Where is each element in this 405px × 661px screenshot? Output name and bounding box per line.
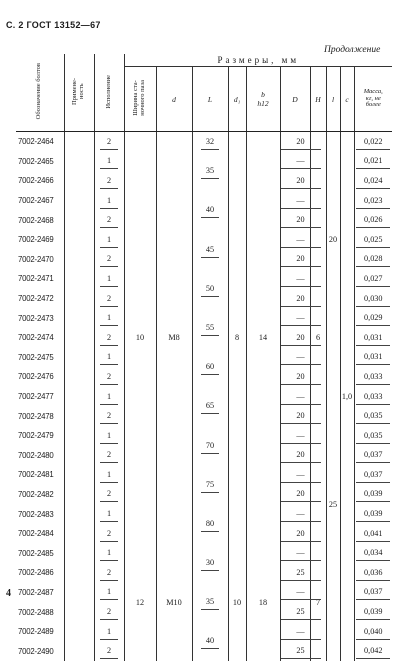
cell-designation: 7002-2477 (16, 387, 64, 407)
cell-version: 1 (94, 387, 124, 407)
cell-L: 50 (192, 269, 228, 308)
cell-L: 55 (192, 308, 228, 347)
cell-designation: 7002-2484 (16, 524, 64, 544)
cell-applicability (64, 210, 94, 230)
cell-designation: 7002-2465 (16, 152, 64, 172)
cell-applicability (64, 602, 94, 622)
cell-version: 1 (94, 191, 124, 211)
cell-version: 2 (94, 485, 124, 505)
cell-applicability (64, 367, 94, 387)
cell-version: 2 (94, 250, 124, 270)
cell-D: — (280, 230, 310, 250)
cell-designation: 7002-2470 (16, 250, 64, 270)
cell-D: 20 (280, 406, 310, 426)
page-number: 4 (6, 588, 11, 599)
cell-mass: 0,033 (354, 367, 392, 387)
cell-version: 1 (94, 426, 124, 446)
cell-designation: 7002-2464 (16, 132, 64, 152)
cell-applicability (64, 269, 94, 289)
cell-version: 1 (94, 269, 124, 289)
cell-applicability (64, 171, 94, 191)
cell-version: 2 (94, 210, 124, 230)
cell-designation: 7002-2481 (16, 465, 64, 485)
cell-d1: 10 (228, 543, 246, 661)
cell-designation: 7002-2485 (16, 543, 64, 563)
cell-D: — (280, 191, 310, 211)
cell-mass: 0,026 (354, 210, 392, 230)
cell-L: 40 (192, 622, 228, 661)
cell-designation: 7002-2469 (16, 230, 64, 250)
cell-D: 20 (280, 367, 310, 387)
cell-applicability (64, 524, 94, 544)
cell-D: 20 (280, 485, 310, 505)
cell-L: 60 (192, 348, 228, 387)
cell-applicability (64, 543, 94, 563)
cell-mass: 0,039 (354, 602, 392, 622)
cell-designation: 7002-2486 (16, 563, 64, 583)
cell-mass: 0,035 (354, 426, 392, 446)
cell-applicability (64, 563, 94, 583)
cell-designation: 7002-2490 (16, 641, 64, 661)
cell-version: 2 (94, 289, 124, 309)
cell-mass: 0,039 (354, 504, 392, 524)
cell-D: 25 (280, 641, 310, 661)
cell-mass: 0,029 (354, 308, 392, 328)
bolt-dimensions-table (16, 54, 392, 661)
cell-D: — (280, 543, 310, 563)
cell-designation: 7002-2468 (16, 210, 64, 230)
cell-L: 75 (192, 465, 228, 504)
cell-mass: 0,027 (354, 269, 392, 289)
cell-mass: 0,030 (354, 289, 392, 309)
cell-d: M10 (156, 543, 192, 661)
cell-version: 2 (94, 132, 124, 152)
hdr-H: H (310, 67, 326, 132)
cell-L: 32 (192, 132, 228, 152)
cell-version: 2 (94, 524, 124, 544)
cell-D: 25 (280, 563, 310, 583)
cell-designation: 7002-2467 (16, 191, 64, 211)
cell-applicability (64, 387, 94, 407)
cell-D: 20 (280, 210, 310, 230)
cell-designation: 7002-2471 (16, 269, 64, 289)
cell-mass: 0,039 (354, 485, 392, 505)
cell-applicability (64, 348, 94, 368)
cell-applicability (64, 406, 94, 426)
cell-H: 6 (310, 132, 326, 544)
cell-b: 14 (246, 132, 280, 544)
cell-version: 2 (94, 446, 124, 466)
table-row (16, 132, 392, 152)
hdr-d: d (156, 67, 192, 132)
cell-designation: 7002-2479 (16, 426, 64, 446)
cell-l: 20 (326, 132, 340, 348)
hdr-d1: d₁ (228, 67, 246, 132)
cell-designation: 7002-2473 (16, 308, 64, 328)
hdr-b: b h12 (246, 67, 280, 132)
cell-applicability (64, 132, 94, 152)
cell-D: 20 (280, 446, 310, 466)
cell-applicability (64, 250, 94, 270)
cell-version: 2 (94, 602, 124, 622)
cell-L: 40 (192, 191, 228, 230)
cell-mass: 0,031 (354, 328, 392, 348)
hdr-version: Исполнение (94, 54, 124, 132)
cell-mass: 0,021 (354, 152, 392, 172)
cell-d: M8 (156, 132, 192, 544)
continuation-label: Продолжение (324, 45, 380, 55)
cell-L: 35 (192, 152, 228, 191)
cell-designation: 7002-2487 (16, 583, 64, 603)
hdr-D: D (280, 67, 310, 132)
hdr-mass: Масса, кг, не более (354, 67, 392, 132)
cell-mass: 0,035 (354, 406, 392, 426)
cell-slot-width: 12 (124, 543, 156, 661)
cell-mass: 0,034 (354, 543, 392, 563)
cell-L: 35 (192, 583, 228, 622)
cell-version: 1 (94, 465, 124, 485)
cell-mass: 0,028 (354, 250, 392, 270)
cell-applicability (64, 191, 94, 211)
cell-designation: 7002-2480 (16, 446, 64, 466)
cell-applicability (64, 230, 94, 250)
cell-applicability (64, 308, 94, 328)
hdr-l: l (326, 67, 340, 132)
cell-mass: 0,037 (354, 446, 392, 466)
cell-applicability (64, 641, 94, 661)
cell-mass: 0,041 (354, 524, 392, 544)
cell-L: 65 (192, 387, 228, 426)
cell-version: 1 (94, 543, 124, 563)
cell-version: 2 (94, 367, 124, 387)
cell-version: 2 (94, 171, 124, 191)
cell-applicability (64, 152, 94, 172)
hdr-designation: Обозначение болтов (16, 54, 64, 132)
cell-version: 1 (94, 622, 124, 642)
cell-designation: 7002-2488 (16, 602, 64, 622)
cell-version: 1 (94, 583, 124, 603)
cell-applicability (64, 289, 94, 309)
cell-version: 2 (94, 328, 124, 348)
hdr-c: c (340, 67, 354, 132)
cell-mass: 0,025 (354, 230, 392, 250)
cell-mass: 0,037 (354, 465, 392, 485)
cell-applicability (64, 446, 94, 466)
cell-D: — (280, 152, 310, 172)
cell-designation: 7002-2472 (16, 289, 64, 309)
cell-designation: 7002-2476 (16, 367, 64, 387)
cell-designation: 7002-2489 (16, 622, 64, 642)
cell-d1: 8 (228, 132, 246, 544)
cell-version: 2 (94, 406, 124, 426)
table-row (16, 348, 392, 368)
cell-D: — (280, 308, 310, 328)
cell-version: 1 (94, 152, 124, 172)
hdr-L: L (192, 67, 228, 132)
cell-D: — (280, 504, 310, 524)
cell-D: 20 (280, 524, 310, 544)
cell-version: 1 (94, 230, 124, 250)
cell-slot-width: 10 (124, 132, 156, 544)
cell-designation: 7002-2474 (16, 328, 64, 348)
hdr-slot-width: Ширина ста- ночного паза (124, 67, 156, 132)
cell-D: 20 (280, 328, 310, 348)
cell-L: 45 (192, 230, 228, 269)
cell-D: — (280, 465, 310, 485)
cell-designation: 7002-2466 (16, 171, 64, 191)
cell-version: 1 (94, 504, 124, 524)
page-header: С. 2 ГОСТ 13152—67 (6, 20, 101, 30)
cell-mass: 0,042 (354, 641, 392, 661)
hdr-sizes-group: Размеры, мм (124, 54, 392, 67)
cell-version: 1 (94, 348, 124, 368)
cell-applicability (64, 622, 94, 642)
hdr-applicability: Примене- ность (64, 54, 94, 132)
cell-D: 25 (280, 602, 310, 622)
cell-D: — (280, 583, 310, 603)
cell-mass: 0,037 (354, 583, 392, 603)
cell-D: — (280, 269, 310, 289)
cell-mass: 0,031 (354, 348, 392, 368)
cell-designation: 7002-2478 (16, 406, 64, 426)
cell-c: 1,0 (340, 132, 354, 661)
cell-D: 20 (280, 132, 310, 152)
cell-designation: 7002-2482 (16, 485, 64, 505)
cell-applicability (64, 504, 94, 524)
cell-D: — (280, 622, 310, 642)
cell-D: — (280, 387, 310, 407)
cell-D: — (280, 348, 310, 368)
cell-applicability (64, 485, 94, 505)
cell-D: 20 (280, 171, 310, 191)
cell-L: 30 (192, 543, 228, 582)
cell-applicability (64, 465, 94, 485)
cell-H: 7 (310, 543, 326, 661)
cell-version: 1 (94, 308, 124, 328)
cell-mass: 0,024 (354, 171, 392, 191)
cell-D: 20 (280, 250, 310, 270)
cell-applicability (64, 328, 94, 348)
cell-applicability (64, 583, 94, 603)
cell-version: 2 (94, 641, 124, 661)
cell-l: 25 (326, 348, 340, 661)
cell-b: 18 (246, 543, 280, 661)
cell-version: 2 (94, 563, 124, 583)
cell-mass: 0,040 (354, 622, 392, 642)
cell-L: 80 (192, 504, 228, 543)
cell-mass: 0,033 (354, 387, 392, 407)
cell-designation: 7002-2483 (16, 504, 64, 524)
cell-mass: 0,023 (354, 191, 392, 211)
cell-designation: 7002-2475 (16, 348, 64, 368)
cell-mass: 0,036 (354, 563, 392, 583)
cell-D: — (280, 426, 310, 446)
cell-applicability (64, 426, 94, 446)
cell-D: 20 (280, 289, 310, 309)
cell-L: 70 (192, 426, 228, 465)
cell-mass: 0,022 (354, 132, 392, 152)
